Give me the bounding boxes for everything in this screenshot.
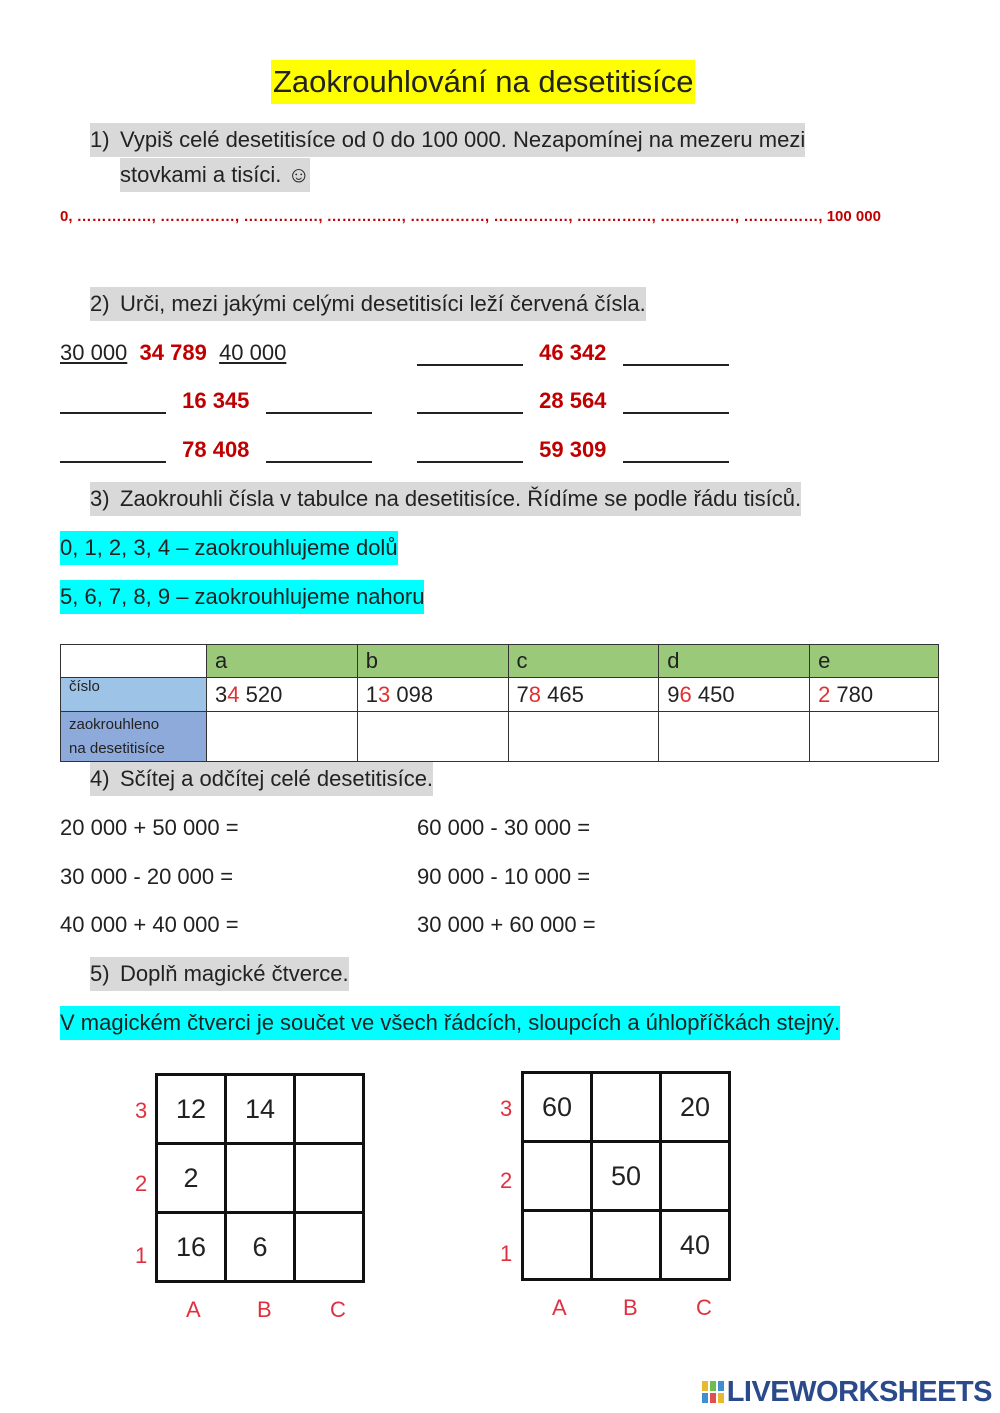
task2-item <box>60 388 372 414</box>
digit: 3 <box>215 681 228 707</box>
rule-round-down: 0, 1, 2, 3, 4 – zaokrouhlujeme dolů <box>60 531 398 565</box>
task3-text: Zaokrouhli čísla v tabulce na desetitisíce. Řídíme se podle řádu tisíců. <box>120 486 802 511</box>
equation[interactable]: 40 000 + 40 000 = <box>60 912 239 937</box>
equation[interactable]: 30 000 + 60 000 = <box>417 912 596 937</box>
row-label-line: na desetitisíce <box>69 739 165 757</box>
blank-field[interactable] <box>60 388 166 414</box>
task2-number: 2) <box>90 291 110 316</box>
task1-fill-line[interactable]: 0, ……………, ……………, ……………, ……………, ……………, ……………, ……………, ……………, ……………, 100 000 <box>60 208 881 225</box>
square-cell[interactable]: 14 <box>226 1075 295 1144</box>
rounding-table <box>60 644 939 762</box>
digit: 7 <box>516 681 529 707</box>
example-value: 34 789 <box>139 340 207 365</box>
task4-text: Sčítej a odčítej celé desetitisíce. <box>120 766 434 791</box>
row-label: 1 <box>500 1241 513 1266</box>
blank-field[interactable] <box>417 388 523 414</box>
row-label: 2 <box>135 1171 148 1196</box>
example-high: 40 000 <box>219 340 287 365</box>
thousands-digit: 6 <box>679 681 692 707</box>
rule-round-up: 5, 6, 7, 8, 9 – zaokrouhlujeme nahoru <box>60 580 424 614</box>
blank-field[interactable] <box>266 437 372 463</box>
square-cell[interactable]: 2 <box>157 1144 226 1213</box>
task2-item <box>417 437 729 463</box>
red-number: 16 345 <box>182 388 250 413</box>
example-low: 30 000 <box>60 340 128 365</box>
blank-field[interactable] <box>417 340 523 366</box>
digit: 1 <box>365 681 379 707</box>
task5-text: Doplň magické čtverce. <box>120 961 349 986</box>
column-header: e <box>810 645 939 678</box>
digit: 450 <box>691 681 735 707</box>
thousands-digit: 2 <box>818 681 831 707</box>
square-cell[interactable] <box>592 1073 661 1142</box>
task2-item <box>417 388 729 414</box>
task1-text: Vypiš celé desetitisíce od 0 do 100 000. Nezapomínej na mezeru mezi <box>120 127 806 152</box>
digit: 780 <box>830 681 874 707</box>
column-header: c <box>508 645 659 678</box>
answer-cell[interactable] <box>659 712 810 762</box>
table-cell <box>207 678 358 712</box>
digit: 520 <box>239 681 283 707</box>
square-cell[interactable] <box>295 1075 364 1144</box>
equation[interactable]: 20 000 + 50 000 = <box>60 815 239 840</box>
answer-cell[interactable] <box>207 712 358 762</box>
col-label: B <box>623 1295 638 1320</box>
task2-item <box>417 340 729 366</box>
col-label: A <box>552 1295 567 1320</box>
square-cell[interactable]: 40 <box>661 1211 730 1280</box>
red-number: 78 408 <box>182 437 250 462</box>
column-header: d <box>659 645 810 678</box>
row-label-line: zaokrouhleno <box>69 715 160 733</box>
col-label: C <box>696 1295 712 1320</box>
thousands-digit: 3 <box>378 681 391 707</box>
task4-heading <box>90 762 433 796</box>
digit: 9 <box>667 681 680 707</box>
square-cell[interactable] <box>661 1142 730 1211</box>
red-number: 28 564 <box>539 388 607 413</box>
blank-field[interactable] <box>60 437 166 463</box>
col-label: C <box>330 1297 346 1322</box>
blank-field[interactable] <box>623 437 729 463</box>
red-number: 59 309 <box>539 437 607 462</box>
square-cell[interactable] <box>592 1211 661 1280</box>
blank-field[interactable] <box>417 437 523 463</box>
task1-line1 <box>90 123 805 157</box>
square-cell[interactable]: 16 <box>157 1213 226 1282</box>
table-cell <box>659 678 810 712</box>
task1-line2: stovkami a tisíci. ☺ <box>120 158 310 192</box>
row-label-rounded <box>61 712 207 762</box>
row-label: 3 <box>500 1096 513 1121</box>
page-title: Zaokrouhlování na desetitisíce <box>271 60 695 104</box>
answer-cell[interactable] <box>357 712 508 762</box>
table-corner <box>61 645 207 678</box>
task2-item <box>60 437 372 463</box>
square-cell[interactable]: 20 <box>661 1073 730 1142</box>
blank-field[interactable] <box>623 340 729 366</box>
liveworksheets-logo <box>702 1376 992 1409</box>
task2-text: Urči, mezi jakými celými desetitisíci leží červená čísla. <box>120 291 646 316</box>
equation[interactable]: 30 000 - 20 000 = <box>60 864 234 889</box>
answer-cell[interactable] <box>508 712 659 762</box>
task2-example <box>60 340 286 366</box>
task4-number: 4) <box>90 766 110 791</box>
square-cell[interactable] <box>295 1213 364 1282</box>
table-cell <box>508 678 659 712</box>
square-cell[interactable]: 50 <box>592 1142 661 1211</box>
square-cell[interactable]: 6 <box>226 1213 295 1282</box>
answer-cell[interactable] <box>810 712 939 762</box>
column-header: b <box>357 645 508 678</box>
task3-number: 3) <box>90 486 110 511</box>
equation[interactable]: 60 000 - 30 000 = <box>417 815 591 840</box>
square-cell[interactable] <box>295 1144 364 1213</box>
task5-heading <box>90 957 349 991</box>
task5-number: 5) <box>90 961 110 986</box>
thousands-digit: 8 <box>528 681 542 707</box>
task3-heading <box>90 482 801 516</box>
task1-number: 1) <box>90 127 110 152</box>
logo-icon <box>702 1381 724 1403</box>
thousands-digit: 4 <box>227 681 240 707</box>
square-cell[interactable]: 60 <box>523 1073 592 1142</box>
logo-text: LIVEWORKSHEETS <box>726 1376 992 1408</box>
row-label-number: číslo <box>61 678 207 712</box>
square-cell[interactable]: 12 <box>157 1075 226 1144</box>
column-header: a <box>207 645 358 678</box>
square-cell[interactable] <box>523 1211 592 1280</box>
table-cell <box>810 678 939 712</box>
square-cell[interactable] <box>523 1142 592 1211</box>
blank-field[interactable] <box>623 388 729 414</box>
table-cell <box>357 678 508 712</box>
magic-square-info: V magickém čtverci je součet ve všech řádcích, sloupcích a úhlopříčkách stejný. <box>60 1006 840 1040</box>
digit: 465 <box>541 681 584 707</box>
col-label: B <box>257 1297 272 1322</box>
magic-square-1 <box>155 1073 365 1283</box>
magic-square-2 <box>521 1071 731 1281</box>
row-label: 2 <box>500 1168 513 1193</box>
square-cell[interactable] <box>226 1144 295 1213</box>
col-label: A <box>186 1297 201 1322</box>
task2-heading <box>90 287 646 321</box>
red-number: 46 342 <box>539 340 607 365</box>
equation[interactable]: 90 000 - 10 000 = <box>417 864 591 889</box>
row-label: 3 <box>135 1098 148 1123</box>
blank-field[interactable] <box>266 388 372 414</box>
digit: 098 <box>390 681 434 707</box>
row-label: 1 <box>135 1243 148 1268</box>
